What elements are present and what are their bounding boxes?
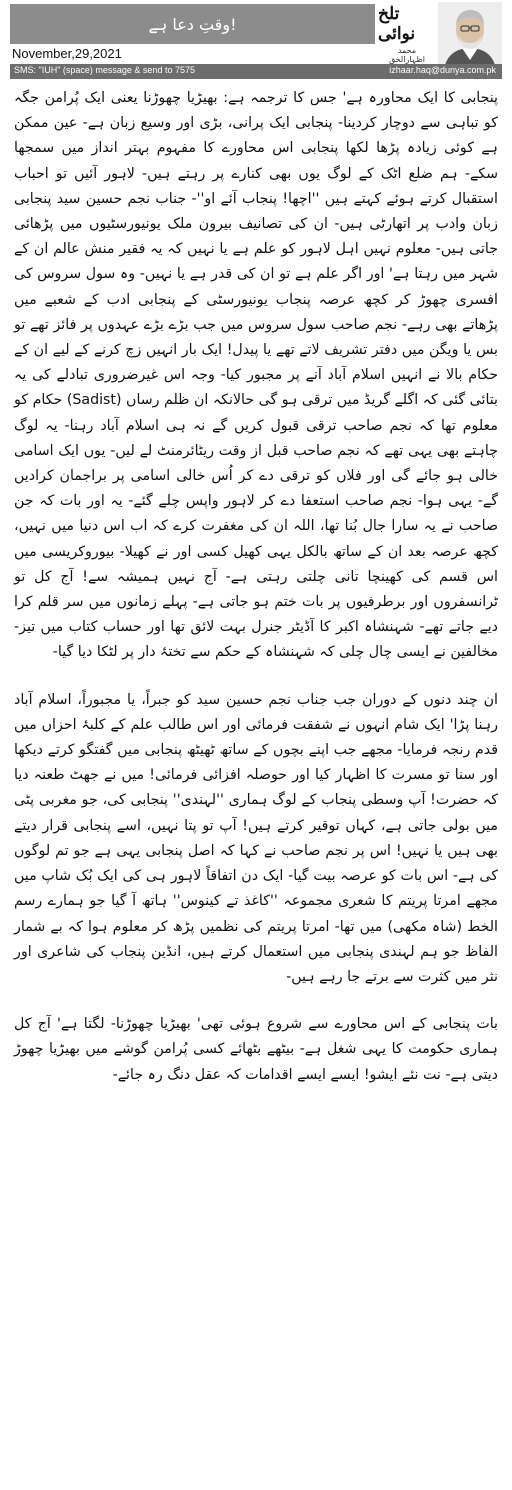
column-title-bar (10, 4, 375, 44)
column-title: وقتِ دعا ہے! (148, 14, 237, 34)
column-header (0, 0, 512, 80)
author-portrait-icon (438, 2, 502, 70)
article-paragraph: بات پنجابی کے اس محاورے سے شروع ہوئی تھی' بھیڑیا چھوڑنا- لگتا ہے' آج کل ہماری حکومت کا یہی شغل ہے- بیٹھے بٹھائے کسی پُرامن گوشے میں بھیڑیا چھوڑ دیتی ہے- نت نئے ایشو! ایسے ایسے اقدامات کہ عقل دنگ رہ جائے- (14, 1016, 498, 1083)
column-brand (378, 4, 434, 44)
author-portrait (438, 2, 502, 70)
author-name: محمد اظہارالحق (388, 46, 426, 64)
publish-date: November,29,2021 (12, 46, 122, 61)
article-paragraph: ان چند دنوں کے دوران جب جناب نجم حسین سید کو جبراً، یا مجبوراً، اسلام آباد رہنا پڑا' ایک شام انہوں نے شفقت فرمائی اور اس طالب علم کے کلبۂ احزاں میں قدم رنجہ فرمایا- مجھے جب اپنے بچوں کے ساتھ ٹھیٹھ پنجابی میں گفتگو کرتے دیکھا اور سنا تو مسرت کا اظہار کیا اور حوصلہ افزائی فرمائی! میں نے جھٹ طعنہ دیا کہ حضرت! آپ وسطی پنجاب کے لوگ ہماری ''لہندی'' پنجابی کی، جو مغربی پٹی میں بولی جاتی ہے، کہاں توقیر کرتے ہیں! آپ تو پتا نہیں، اسے پنجابی قرار دیتے بھی ہیں یا نہیں! اس پر نجم صاحب نے کہا کہ اصل پنجابی یہی ہے جو تم لوگوں کی ہے- اس بات کو عرصہ بیت گیا- ایک دن اتفاقاً لاہور ہی کی ایک بُک شاپ میں مجھے امرتا پریتم کا شعری مجموعہ ''کاغذ تے کینوس'' ہاتھ آ گیا جو ہمارے رسم الخط (شاہ مکھی) میں تھا- امرتا پریتم کی نظمیں پڑھ کر معلوم ہوا کہ بے شمار الفاظ جو ہم لہندی پنجابی میں استعمال کرتے ہیں، انڈین پنجاب کی شاعری اور نثر میں کثرت سے برتے جا رہے ہیں- (14, 691, 498, 985)
article-paragraph: پنجابی کا ایک محاورہ ہے' جس کا ترجمہ ہے: بھیڑیا چھوڑنا یعنی ایک پُرامن جگہ کو تباہی سے دوچار کردینا- پنجابی ایک پرانی، بڑی اور وسیع زبان ہے- عین ممکن ہے کوئی زیادہ پڑھا لکھا پنجابی اس محاورے کا مفہوم بہتر انداز میں سمجھا سکے- ہم ضلع اٹک کے لوگ یوں بھی کنارے پر رہتے ہیں- لاہور آئیں تو احباب استقبال کرتے ہوئے کہتے ہیں ''اچھا! پنجاب آئے او''- جناب نجم حسین سید پنجابی زبان وادب پر اتھارٹی ہیں- ان کی تصانیف بیرون ملک یونیورسٹیوں میں پڑھائی جاتی ہیں- معلوم نہیں اہل لاہور کو علم ہے یا نہیں کہ یہ فقیر منش عالم ان کے شہر میں رہتا ہے' اور اگر علم ہے تو ان کی قدر ہے یا نہیں- وہ سول سروس کی افسری چھوڑ کر کچھ عرصہ پنجاب یونیورسٹی کے پنجابی ادب کے شعبے میں پڑھاتے بھی رہے- نجم صاحب سول سروس میں جب بڑے بڑے عہدوں پر فائز تھے تو بس یا ویگن میں دفتر تشریف لاتے تھے یا پیدل! ایک بار انہیں زچ کرنے کے لیے ان کے حکام بالا نے انہیں اسلام آباد آنے پر مجبور کیا- وجہ اس غیرضروری تبادلے کی یہ بتائی گئی کہ اگلے گریڈ میں ترقی ہو گی حالانکہ ان ظلم رساں (Sadist) حکام کو معلوم تھا کہ نجم صاحب ترقی قبول کریں گے نہ ہی اسلام آباد رہنا- یہ لوگ چاہتے بھی یہی تھے کہ نجم صاحب قبل از وقت ریٹائرمنٹ لے لیں- یوں ایک اسامی خالی ہو جائے گی اور فلاں کو ترقی دے کر اُس خالی اسامی پر براجمان کرادیں گے- یہی ہوا- نجم صاحب استعفا دے کر لاہور واپس چلے گئے- یہ اور بات کہ جن صاحب نے یہ سارا جال بُنا تھا، اللہ ان کی مغفرت کرے کہ اب اس دنیا میں نہیں، کچھ عرصہ بعد ان کے ساتھ بالکل یہی کھیل کسی اور نے کھیلا- بیوروکریسی میں اس قسم کی کھینچا تانی چلتی رہتی ہے- آج نہیں ہمیشہ سے! آج کل تو ٹرانسفروں اور برطرفیوں پر بات ختم ہو جاتی ہے- پہلے زمانوں میں سر قلم کرا دیے جاتے تھے- شہنشاہ اکبر کا آڈیٹر جنرل بہت لائق تھا اور حساب کتاب میں تیز- مخالفین نے ایسی چال چلی کہ شہنشاہ کے حکم سے تختۂ دار پر لٹکا دیا گیا- (14, 90, 498, 661)
sms-instruction: SMS: "IUH" (space) message & send to 7575 (14, 65, 195, 75)
column-brand-text: تلخ نوائی (378, 4, 416, 44)
author-email: izhaar.haq@dunya.com.pk (389, 65, 496, 75)
contact-bar (10, 64, 502, 79)
article-body (10, 86, 502, 1486)
